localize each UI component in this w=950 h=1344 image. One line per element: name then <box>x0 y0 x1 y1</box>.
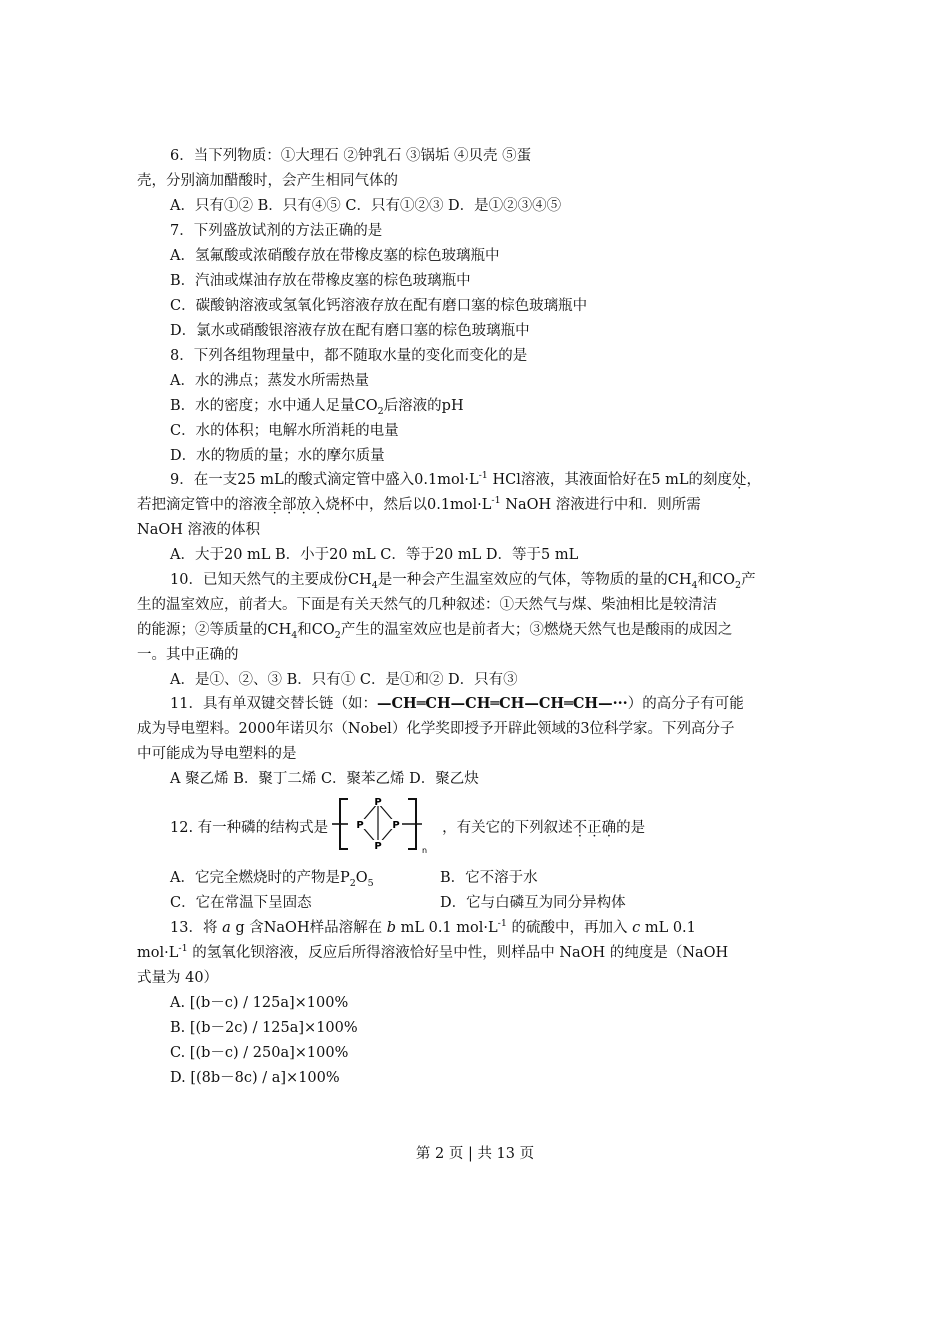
q11-line2: 成为导电塑料。2000年诺贝尔（Nobel）化学奖即授予开辟此领域的3位科学家。下列高分子 <box>137 721 735 737</box>
q9-line2 <box>137 495 701 515</box>
q10-line1 <box>170 570 756 590</box>
q10-l1-sub1: 4 <box>371 579 378 591</box>
q10-line2: 生的温室效应，前者大。下面是有关天然气的几种叙述：①天然气与煤、柴油相比是较清洁 <box>137 597 717 613</box>
q9-l1-text: 9．在一支25 mL的酸式滴定管中盛入0.1mol·L <box>170 472 479 488</box>
q7-option-b: B．汽油或煤油存放在带橡皮塞的棕色玻璃瓶中 <box>170 273 471 289</box>
q12-a-mid: O <box>355 870 368 886</box>
q10-l3-sub1: 4 <box>291 629 298 641</box>
q9-l1-tail: ， <box>746 472 762 488</box>
q10-l1-b: 是一种会产生温室效应的气体，等物质的量的CH <box>377 572 692 588</box>
q9-l2-emphasis-2: 部 <box>282 497 297 513</box>
q8-b-text-tail: 后溶液的pH <box>383 398 464 414</box>
q9-l2-emphasis-4: 入 <box>311 497 326 513</box>
q7-option-d: D．氯水或硝酸银溶液存放在配有磨口塞的棕色玻璃瓶中 <box>170 323 530 339</box>
q9-l2-tail: NaOH 溶液进行中和．则所需 <box>500 497 701 513</box>
q10-l1-d: 产 <box>741 572 756 588</box>
q9-l1-mid: HCl溶液，其液面恰好在5 mL的刻度 <box>487 472 733 488</box>
q11-chain-formula: —CH═CH—CH═CH—CH═CH—··· <box>376 695 628 712</box>
q10-line4: 一。其中正确的 <box>137 647 239 663</box>
q13-l1-d: 的硫酸中，再加入 <box>506 920 633 936</box>
q12-option-a <box>170 868 374 888</box>
q12-option-d: D．它与白磷互为同分异构体 <box>440 895 626 911</box>
q13-l2-b: 的氢氧化钡溶液，反应后所得溶液恰好呈中性，则样品中 NaOH 的纯度是（NaOH <box>187 945 729 961</box>
q10-l1-sub2: 4 <box>691 579 698 591</box>
structure-atom-2: P <box>374 797 382 808</box>
q10-l3-a: 的能源；②等质量的CH <box>137 622 292 638</box>
q9-line1 <box>170 470 761 490</box>
q13-l2-a: mol·L <box>137 945 179 961</box>
q10-l1-sub3: 2 <box>735 579 742 591</box>
q11-l1-text: 11．具有单双键交替长链（如： <box>170 696 377 712</box>
q11-options: A 聚乙烯 B．聚丁二烯 C．聚苯乙烯 D．聚乙炔 <box>170 771 479 787</box>
q12-a-sub2: 5 <box>367 877 374 889</box>
q7-stem: 7．下列盛放试剂的方法正确的是 <box>170 223 383 239</box>
structure-subscript-n: n <box>422 846 428 855</box>
q12-stem <box>170 797 646 855</box>
q8-b-subscript: 2 <box>377 405 384 417</box>
q9-l2-emphasis-3: 放 <box>296 497 311 513</box>
q8-option-a: A．水的沸点；蒸发水所需热量 <box>170 373 369 389</box>
q9-l1-sup: -1 <box>478 470 488 482</box>
q13-var-b: b <box>386 920 396 936</box>
q10-l3-c: 产生的温室效应也是前者大；③燃烧天然气也是酸雨的成因之 <box>340 622 733 638</box>
q13-var-c: c <box>632 920 641 936</box>
q12-emphasis-1: 不 <box>572 820 588 836</box>
q9-l2-mid: 烧杯中，然后以0.1mol·L <box>325 497 492 513</box>
q13-line2 <box>137 943 728 963</box>
page-footer: 第 2 页 | 共 13 页 <box>415 1146 535 1162</box>
q13-option-a: A. [(b－c) / 125a]×100% <box>170 995 349 1011</box>
q6-line2: 壳，分别滴加醋酸时，会产生相同气体的 <box>137 173 398 189</box>
q12-option-b: B．它不溶于水 <box>440 870 538 886</box>
q8-option-b <box>170 396 464 416</box>
q13-option-d: D. [(8b－8c) / a]×100% <box>170 1070 340 1086</box>
q9-options: A．大于20 mL B．小于20 mL C．等于20 mL D．等于5 mL <box>170 547 579 563</box>
q10-l1-c: 和CO <box>697 572 736 588</box>
q6-line1: 6．当下列物质：①大理石 ②钟乳石 ③锅垢 ④贝壳 ⑤蛋 <box>170 148 532 164</box>
q9-l2-emphasis-1: 全 <box>267 497 282 513</box>
q9-l1-emphasis: 处 <box>732 472 747 488</box>
q13-option-c: C. [(b－c) / 250a]×100% <box>170 1045 349 1061</box>
q13-line3: 式量为 40） <box>137 970 219 986</box>
q8-option-d: D．水的物质的量；水的摩尔质量 <box>170 448 385 464</box>
q13-l2-sup: -1 <box>178 943 188 955</box>
q10-l3-b: 和CO <box>297 622 335 638</box>
q12-stem-b: 的是 <box>616 820 646 836</box>
q12-emphasis-2: 正 <box>587 820 602 836</box>
q10-l3-sub2: 2 <box>334 629 341 641</box>
q13-l1-b: g 含NaOH样品溶解在 <box>230 920 387 936</box>
q10-options: A．是①、②、③ B．只有① C．是①和② D．只有③ <box>170 672 518 688</box>
q8-option-c: C．水的体积；电解水所消耗的电量 <box>170 423 399 439</box>
structure-atom-3: P <box>374 841 382 852</box>
structure-atom-1: P <box>356 820 364 831</box>
q12-a-sub1: 2 <box>349 877 356 889</box>
q6-options: A．只有①② B．只有④⑤ C．只有①②③ D．是①②③④⑤ <box>170 198 562 214</box>
q9-l2-sup: -1 <box>491 495 501 507</box>
q7-option-c: C．碳酸钠溶液或氢氧化钙溶液存放在配有磨口塞的棕色玻璃瓶中 <box>170 298 588 314</box>
q12-a-text: A．它完全燃烧时的产物是P <box>170 870 350 886</box>
q12-option-c: C．它在常温下呈固态 <box>170 895 312 911</box>
q13-line1 <box>170 918 696 938</box>
q12-stem-a: ，有关它的下列叙述 <box>442 820 573 836</box>
q10-l1-a: 10．已知天然气的主要成份CH <box>170 572 372 588</box>
q9-line3: NaOH 溶液的体积 <box>137 522 260 538</box>
phosphorus-structure-diagram <box>330 793 440 855</box>
q13-l1-sup: -1 <box>497 918 507 930</box>
q11-l1-tail: ）的高分子有可能 <box>627 696 744 712</box>
q11-line1 <box>170 694 744 714</box>
q13-option-b: B. [(b－2c) / 125a]×100% <box>170 1020 358 1036</box>
q12-emphasis-3: 确 <box>601 820 617 836</box>
structure-atom-4: P <box>392 820 400 831</box>
q13-var-a: a <box>222 920 231 936</box>
q10-line3 <box>137 620 732 640</box>
q8-b-text: B．水的密度；水中通人足量CO <box>170 398 378 414</box>
q9-l2-text: 若把滴定管中的溶液 <box>137 497 268 513</box>
q7-option-a: A．氢氟酸或浓硝酸存放在带橡皮塞的棕色玻璃瓶中 <box>170 248 500 264</box>
q12-stem-text: 12. 有一种磷的结构式是 <box>170 820 329 836</box>
q11-line3: 中可能成为导电塑料的是 <box>137 746 297 762</box>
q13-l1-a: 13．将 <box>170 920 223 936</box>
q13-l1-c: mL 0.1 mol·L <box>396 920 498 936</box>
q13-l1-e: mL 0.1 <box>640 920 696 936</box>
q8-stem: 8．下列各组物理量中，都不随取水量的变化而变化的是 <box>170 348 528 364</box>
